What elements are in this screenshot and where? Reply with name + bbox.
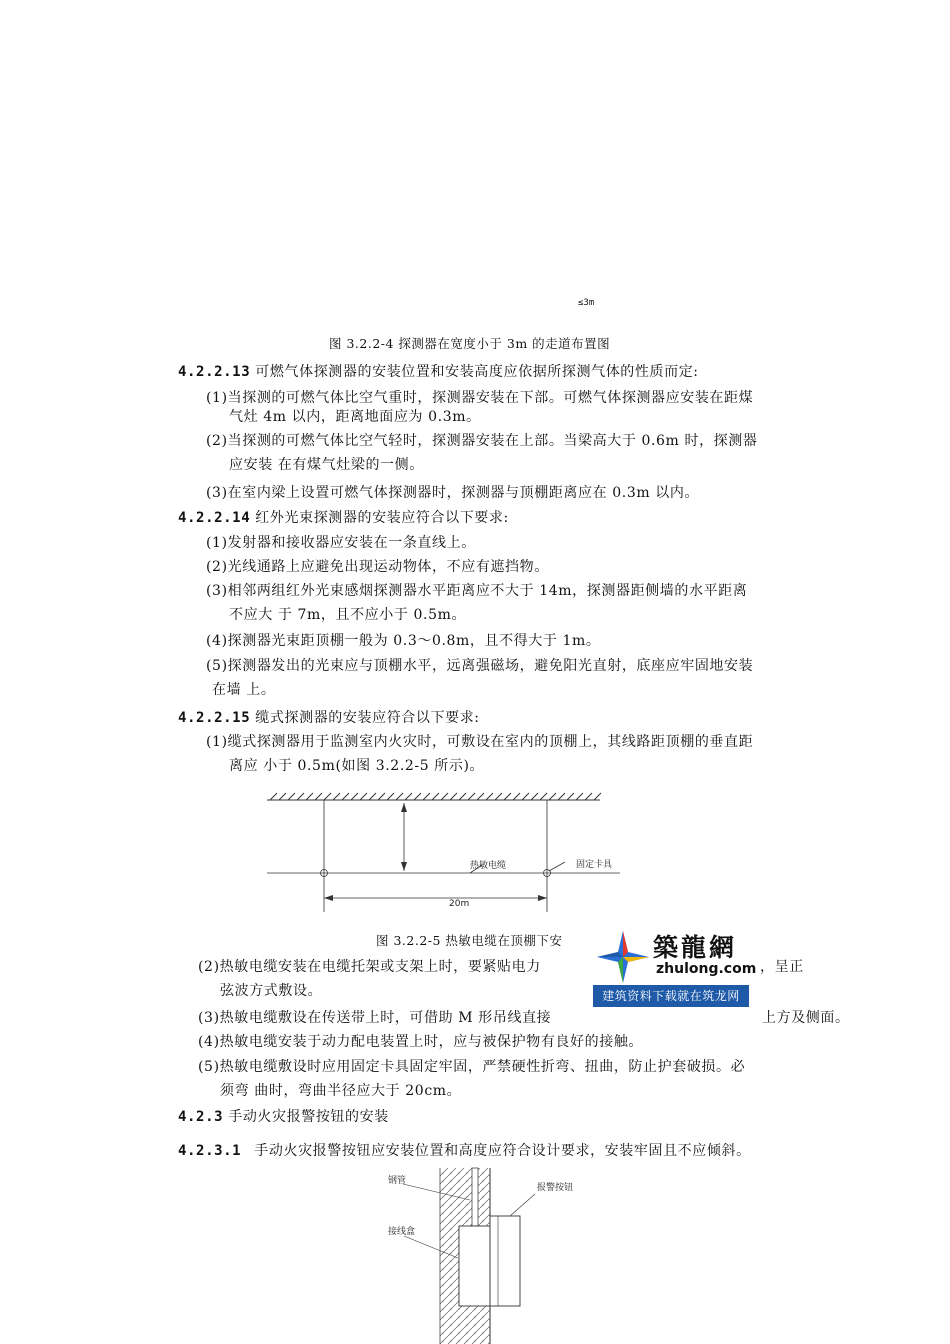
pipe-label: 钢管	[388, 1176, 407, 1186]
list-item-continuation: 气灶 4m 以内，距离地面应为 0.3m。	[229, 409, 481, 425]
list-item: (1)当探测的可燃气体比空气重时，探测器安装在下部。可燃气体探测器应安装在距煤	[206, 390, 754, 406]
button-label: 报警按钮	[537, 1183, 574, 1193]
list-item-tail: 上方及侧面。	[762, 1010, 850, 1026]
fig4-dimension-label: ≤3m	[578, 298, 595, 308]
section-number: 4.2.3.1	[178, 1143, 242, 1159]
list-item-continuation: 离应 小于 0.5m(如图 3.2.2-5 所示)。	[229, 758, 485, 774]
list-item: (4)热敏电缆安装于动力配电装置上时，应与被保护物有良好的接触。	[198, 1034, 644, 1050]
section-title: 手动火灾报警按钮的安装	[228, 1109, 389, 1125]
list-item-continuation: 弦波方式敷设。	[220, 983, 323, 999]
list-item: (1)缆式探测器用于监测室内火灾时，可敷设在室内的顶棚上，其线路距顶棚的垂直距	[206, 734, 754, 750]
list-item: (2)当探测的可燃气体比空气轻时，探测器安装在上部。当梁高大于 0.6m 时，探测器	[206, 433, 758, 449]
list-item: (3)在室内梁上设置可燃气体探测器时，探测器与顶棚距离应在 0.3m 以内。	[206, 485, 700, 501]
list-item: (2)热敏电缆安装在电缆托架或支架上时，要紧贴电力	[198, 959, 541, 975]
section-title: 手动火灾报警按钮应安装位置和高度应符合设计要求，安装牢固且不应倾斜。	[254, 1143, 751, 1159]
list-item: (1)发射器和接收器应安装在一条直线上。	[206, 535, 476, 551]
list-item: (4)探测器光束距顶棚一般为 0.3～0.8m，且不得大于 1m。	[206, 633, 601, 649]
list-item: (2)光线通路上应避免出现运动物体，不应有遮挡物。	[206, 559, 549, 575]
logo-name: 築龍網	[653, 933, 738, 962]
section-title: 缆式探测器的安装应符合以下要求:	[255, 710, 480, 726]
list-item: (5)探测器发出的光束应与顶棚水平，远离强磁场，避免阳光直射，底座应牢固地安装	[206, 658, 754, 674]
list-item-tail: ，呈正	[760, 959, 804, 975]
section-title: 红外光束探测器的安装应符合以下要求:	[255, 510, 509, 526]
fig5-caption: 图 3.2.2-5 热敏电缆在顶棚下安	[376, 933, 563, 948]
list-item: (3)相邻两组红外光束感烟探测器水平距离应不大于 14m，探测器距侧墙的水平距离	[206, 583, 748, 599]
list-item-continuation: 不应大 于 7m，且不应小于 0.5m。	[229, 607, 467, 623]
logo-star-icon	[595, 929, 651, 985]
section-number: 4.2.2.15	[178, 710, 251, 726]
span-label: 20m	[449, 899, 470, 909]
section-number: 4.2.2.14	[178, 510, 251, 526]
list-item: (3)热敏电缆敷设在传送带上时，可借助 M 形吊线直接	[198, 1010, 552, 1026]
section-number: 4.2.3	[178, 1109, 224, 1125]
section-number: 4.2.2.13	[178, 364, 251, 380]
list-item-continuation: 应安装 在有煤气灶梁的一侧。	[229, 457, 424, 473]
button-plate	[490, 1216, 520, 1306]
clamp-label: 固定卡具	[576, 860, 613, 870]
zhulong-watermark	[593, 925, 757, 1007]
section-title: 可燃气体探测器的安装位置和安装高度应依据所探测气体的性质而定:	[255, 364, 699, 380]
pipe	[472, 1168, 478, 1226]
cable-label: 热敏电缆	[470, 861, 507, 871]
list-item: (5)热敏电缆敷设时应用固定卡具固定牢固，严禁硬性折弯、扭曲，防止护套破损。必	[198, 1059, 746, 1075]
list-item-continuation: 须弯 曲时，弯曲半径应大于 20cm。	[220, 1083, 462, 1099]
fig4-caption: 图 3.2.2-4 探测器在宽度小于 3m 的走道布置图	[329, 336, 611, 351]
logo-domain: zhulong.com	[656, 961, 757, 977]
logo-slogan: 建筑资料下载就在筑龙网	[593, 985, 749, 1007]
box-label: 接线盒	[388, 1227, 416, 1237]
list-item-continuation: 在墙 上。	[212, 682, 276, 698]
junction-box	[459, 1226, 490, 1306]
